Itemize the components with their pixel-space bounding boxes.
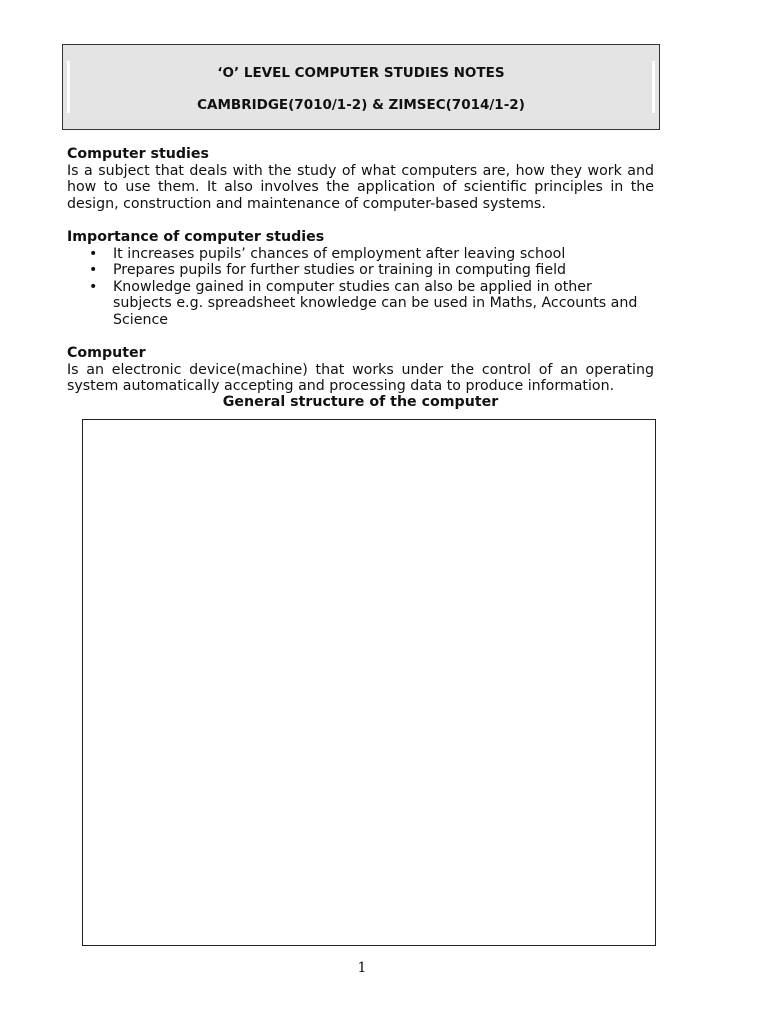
section-heading: Importance of computer studies bbox=[67, 228, 325, 245]
bullet-icon: • bbox=[89, 262, 98, 279]
list-item bbox=[67, 246, 654, 263]
section-body: Is an electronic device(machine) that works under the control of an operating system automatically accepting and processing data to produce information. bbox=[67, 361, 654, 395]
section-heading: Computer bbox=[67, 345, 146, 362]
header-box bbox=[62, 44, 660, 130]
bullet-icon: • bbox=[89, 245, 98, 262]
section-heading: Computer studies bbox=[67, 146, 209, 162]
figure-title: General structure of the computer bbox=[222, 394, 499, 410]
main-content bbox=[67, 146, 654, 412]
section-importance bbox=[67, 229, 654, 329]
document-subtitle: CAMBRIDGE(7010/1-2) & ZIMSEC(7014/1-2) bbox=[197, 97, 525, 113]
list-item-text: It increases pupils’ chances of employment after leaving school bbox=[113, 245, 566, 262]
section-computer-studies bbox=[67, 146, 654, 212]
section-body: Is a subject that deals with the study of what computers are, how they work and how to use them. It also involves the application of scientific principles in the design, construction and maintenance of computer-based systems. bbox=[67, 162, 654, 212]
bullet-icon: • bbox=[89, 278, 98, 295]
document-title: ‘O’ LEVEL COMPUTER STUDIES NOTES bbox=[217, 65, 505, 81]
list-item-text: Prepares pupils for further studies or training in computing field bbox=[113, 262, 567, 279]
list-item-text: Knowledge gained in computer studies can also be applied in other subjects e.g. spreadsheet knowledge can be used in Maths, Accounts and Science bbox=[113, 278, 638, 328]
list-item bbox=[67, 262, 654, 279]
diagram-placeholder-box bbox=[82, 419, 656, 946]
bullet-list bbox=[67, 246, 654, 329]
page-number: 1 bbox=[357, 960, 367, 976]
list-item bbox=[67, 279, 654, 329]
section-computer bbox=[67, 345, 654, 395]
